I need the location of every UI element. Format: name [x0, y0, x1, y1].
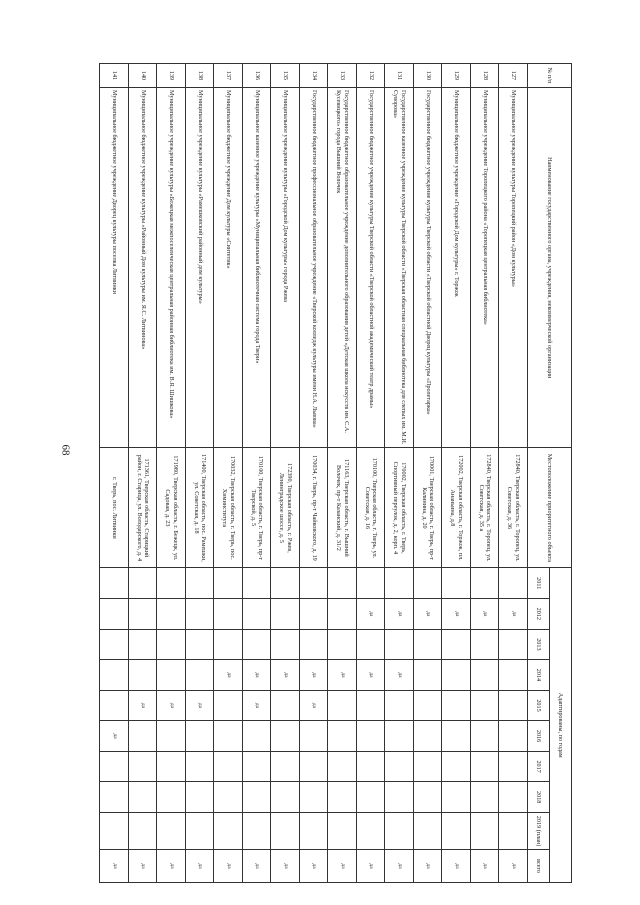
row-year-mark: да [357, 660, 386, 691]
row-num: 129 [442, 64, 471, 88]
row-year-mark [328, 721, 357, 752]
header-org: Наименование государственного органа, учреждения, некоммерческой организации [528, 88, 572, 448]
row-year-mark [300, 751, 329, 782]
row-year-mark [471, 812, 500, 849]
row-year-mark [499, 660, 528, 691]
row-total: да [328, 850, 357, 883]
row-year-mark [357, 751, 386, 782]
row-year-mark [385, 812, 414, 849]
row-year-mark [471, 629, 500, 660]
row-location: 170001, Тверская область, г. Тверь, пр-т Калинина, д. 20 [414, 448, 443, 568]
row-year-mark [328, 599, 357, 630]
row-year-mark [157, 629, 186, 660]
header-year: 2014 [528, 660, 550, 691]
row-year-mark [442, 721, 471, 752]
row-year-mark [243, 568, 272, 599]
row-year-mark [357, 629, 386, 660]
row-year-mark [471, 782, 500, 813]
row-year-mark [328, 782, 357, 813]
row-location: 172390, Тверская область, г. Ржев, Ленинградское шоссе, д. 5 [271, 448, 300, 568]
row-location: 170034, г. Тверь, пр-т Чайковского, д. 19 [300, 448, 329, 568]
row-year-mark [414, 629, 443, 660]
row-location: 172840, Тверская область, г. Торопец, ул. Советская, д. 35 а [471, 448, 500, 568]
row-year-mark [186, 568, 215, 599]
row-year-mark: да [499, 599, 528, 630]
row-year-mark [157, 660, 186, 691]
row-num: 131 [385, 64, 414, 88]
row-num: 132 [357, 64, 386, 88]
row-num: 137 [214, 64, 243, 88]
row-location: 171400, Тверская область, пос. Рамешки, ул. Советская, д. 18 [186, 448, 215, 568]
row-year-mark: да [186, 690, 215, 721]
table-row [157, 64, 186, 883]
row-year-mark: да [385, 599, 414, 630]
row-year-mark: да [214, 660, 243, 691]
row-year-mark [129, 782, 158, 813]
table-row [471, 64, 500, 883]
row-year-mark [129, 629, 158, 660]
row-year-mark [471, 660, 500, 691]
row-org-name: Муниципальное учреждение культуры «Бежецкая межпоселенческая центральная районная библиотека им. В.Я. Шишкова» [157, 88, 186, 448]
row-num: 130 [414, 64, 443, 88]
row-year-mark [385, 751, 414, 782]
row-total: да [100, 850, 129, 883]
row-location: 172840, Тверская область, г. Торопец, ул. Советская, д. 36 [499, 448, 528, 568]
header-year: 2013 [528, 629, 550, 660]
header-year: 2012 [528, 599, 550, 630]
row-year-mark [328, 812, 357, 849]
row-year-mark: да [414, 599, 443, 630]
row-total: да [271, 850, 300, 883]
row-year-mark [271, 568, 300, 599]
row-year-mark [442, 568, 471, 599]
row-year-mark [100, 599, 129, 630]
row-org-name: Муниципальное учреждение культуры «Городской Дом культуры» города Ржева [271, 88, 300, 448]
row-year-mark [129, 568, 158, 599]
row-year-mark [243, 721, 272, 752]
row-year-mark [442, 629, 471, 660]
row-year-mark [271, 782, 300, 813]
row-year-mark: да [271, 660, 300, 691]
row-year-mark [300, 782, 329, 813]
row-year-mark [385, 629, 414, 660]
row-location: 171980, Тверская область, г. Бежецк, ул. Садовая, д. 23 [157, 448, 186, 568]
table-row [414, 64, 443, 883]
table-body [100, 64, 528, 883]
row-year-mark [300, 812, 329, 849]
row-year-mark [328, 629, 357, 660]
row-year-mark [499, 690, 528, 721]
row-year-mark [214, 812, 243, 849]
row-location: г. Тверь, пос. Литвинки [100, 448, 129, 568]
row-year-mark [357, 690, 386, 721]
row-org-name: Муниципальное учреждение культуры «Рамешковский районный дом культуры» [186, 88, 215, 448]
row-year-mark [243, 782, 272, 813]
row-total: да [186, 850, 215, 883]
table-row [300, 64, 329, 883]
table-row [129, 64, 158, 883]
row-year-mark [499, 629, 528, 660]
table-row [442, 64, 471, 883]
row-num: 141 [100, 64, 129, 88]
header-year: 2015 [528, 690, 550, 721]
row-year-mark [499, 751, 528, 782]
row-year-mark [385, 690, 414, 721]
row-year-mark [186, 812, 215, 849]
table-row [328, 64, 357, 883]
row-year-mark [271, 751, 300, 782]
row-year-mark [328, 690, 357, 721]
row-num: 140 [129, 64, 158, 88]
row-year-mark [271, 629, 300, 660]
row-year-mark [442, 782, 471, 813]
row-year-mark [157, 782, 186, 813]
row-year-mark [157, 812, 186, 849]
row-year-mark [214, 782, 243, 813]
row-year-mark [100, 660, 129, 691]
row-year-mark: да [471, 599, 500, 630]
row-year-mark [442, 660, 471, 691]
row-year-mark [499, 721, 528, 752]
row-year-mark [414, 782, 443, 813]
row-year-mark [357, 812, 386, 849]
header-year: 2016 [528, 721, 550, 752]
row-total: да [414, 850, 443, 883]
row-year-mark [442, 812, 471, 849]
table-row [214, 64, 243, 883]
row-year-mark: да [328, 660, 357, 691]
row-location: 170032, Тверская область, г. Тверь, пос. Химинститута [214, 448, 243, 568]
row-year-mark [442, 690, 471, 721]
row-org-name: Муниципальное бюджетное учреждение Дом культуры «Синтетик» [214, 88, 243, 448]
row-year-mark [186, 660, 215, 691]
row-year-mark [100, 751, 129, 782]
row-total: да [442, 850, 471, 883]
row-year-mark [214, 690, 243, 721]
page-number: 68 [59, 444, 72, 456]
row-year-mark: да [243, 690, 272, 721]
row-year-mark [129, 660, 158, 691]
row-year-mark [357, 568, 386, 599]
row-year-mark [214, 568, 243, 599]
row-year-mark [129, 812, 158, 849]
row-year-mark [414, 751, 443, 782]
row-year-mark [214, 629, 243, 660]
row-location: 170100, Тверская область, г. Тверь, ул. Советская, д. 16 [357, 448, 386, 568]
row-year-mark: да [300, 690, 329, 721]
row-year-mark [100, 812, 129, 849]
row-num: 138 [186, 64, 215, 88]
row-total: да [157, 850, 186, 883]
row-org-name: Государственное бюджетное образовательное учреждение дополнительного образования детей «Детская школа искусств им. С.А. Кусевицкого» города Вышний Волочек [328, 88, 357, 448]
row-year-mark: да [100, 721, 129, 752]
row-org-name: Государственное бюджетное учреждение культуры Тверской области «Тверской областной академический театр драмы» [357, 88, 386, 448]
row-year-mark: да [157, 690, 186, 721]
header-year: 2019 (план) [528, 812, 550, 849]
row-total: да [385, 850, 414, 883]
row-year-mark [385, 721, 414, 752]
row-total: да [499, 850, 528, 883]
row-year-mark [442, 751, 471, 782]
row-year-mark [243, 629, 272, 660]
row-year-mark: да [385, 660, 414, 691]
row-year-mark [499, 568, 528, 599]
row-year-mark [499, 782, 528, 813]
row-year-mark [471, 690, 500, 721]
row-year-mark [271, 690, 300, 721]
row-org-name: Муниципальное учреждение Торопецкого района «Торопецкая центральная библиотека» [471, 88, 500, 448]
row-year-mark [100, 782, 129, 813]
table-row [385, 64, 414, 883]
row-year-mark [157, 568, 186, 599]
row-year-mark: да [129, 690, 158, 721]
row-year-mark [357, 782, 386, 813]
row-location: 170002, Тверская область, г. Тверь, Спортивный переулок, д. 2, корп. 4 [385, 448, 414, 568]
row-year-mark [328, 751, 357, 782]
row-year-mark [243, 751, 272, 782]
header-year: всего [528, 850, 550, 883]
row-year-mark [129, 599, 158, 630]
row-year-mark [186, 599, 215, 630]
row-year-mark [214, 751, 243, 782]
row-year-mark [300, 629, 329, 660]
row-year-mark [157, 751, 186, 782]
row-year-mark [157, 599, 186, 630]
row-year-mark [186, 721, 215, 752]
table-row [357, 64, 386, 883]
rotated-table-area [112, 63, 572, 883]
row-year-mark: да [442, 599, 471, 630]
header-year: 2011 [528, 568, 550, 599]
header-year: 2018 [528, 782, 550, 813]
table-row [271, 64, 300, 883]
row-year-mark [414, 721, 443, 752]
header-num: № п/п [528, 64, 572, 88]
row-total: да [471, 850, 500, 883]
row-org-name: Государственное казенное учреждение культуры Тверской области «Тверская областная специальная библиотека для слепых им. М.И. Суворова» [385, 88, 414, 448]
row-year-mark [300, 599, 329, 630]
row-location: 171361, Тверская область, Старицкий район, г. Старица, ул. Володарского, д. 4 [129, 448, 158, 568]
row-year-mark [471, 568, 500, 599]
row-year-mark [243, 599, 272, 630]
row-org-name: Государственное бюджетное учреждение культуры Тверской области «Тверской областной Дворец культуры «Пролетарка» [414, 88, 443, 448]
header-year: 2017 [528, 751, 550, 782]
row-org-name: Муниципальное учреждение культуры Торопецкий район «Дом культуры» [499, 88, 528, 448]
row-year-mark: да [243, 660, 272, 691]
row-year-mark [328, 568, 357, 599]
row-year-mark [129, 751, 158, 782]
row-year-mark [157, 721, 186, 752]
table-row [499, 64, 528, 883]
row-org-name: Муниципальное бюджетное учреждение культуры «Районный Дом культуры им. Я.С. Литвинова» [129, 88, 158, 448]
row-year-mark [271, 721, 300, 752]
row-total: да [214, 850, 243, 883]
table-row [186, 64, 215, 883]
row-total: да [129, 850, 158, 883]
priority-objects-table [100, 63, 573, 883]
row-year-mark [186, 629, 215, 660]
row-year-mark [471, 751, 500, 782]
table-row [243, 64, 272, 883]
row-year-mark [414, 812, 443, 849]
row-year-mark [300, 721, 329, 752]
row-year-mark [271, 599, 300, 630]
row-year-mark [385, 568, 414, 599]
row-year-mark [357, 721, 386, 752]
row-year-mark [414, 690, 443, 721]
header-years-group: Адаптированы, по годам [550, 568, 572, 883]
row-location: 171163, Тверская область, г. Вышний Волочек, пр-т Казанский, д. 31/2 [328, 448, 357, 568]
row-year-mark [186, 751, 215, 782]
row-year-mark [414, 660, 443, 691]
row-total: да [300, 850, 329, 883]
row-year-mark [129, 721, 158, 752]
row-year-mark [300, 568, 329, 599]
row-year-mark: да [357, 599, 386, 630]
row-year-mark [385, 782, 414, 813]
row-num: 139 [157, 64, 186, 88]
row-location: 170100, Тверская область, г. Тверь, пр-т Тверской, д. 5 [243, 448, 272, 568]
row-year-mark [214, 721, 243, 752]
table-row [100, 64, 129, 883]
row-total: да [243, 850, 272, 883]
row-num: 134 [300, 64, 329, 88]
row-year-mark [100, 690, 129, 721]
row-year-mark [499, 812, 528, 849]
row-org-name: Муниципальное казенное учреждение культуры «Муниципальная библиотечная система города Твери» [243, 88, 272, 448]
row-year-mark [214, 599, 243, 630]
row-org-name: Государственное бюджетное профессиональное образовательное учреждение «Тверской колледж культуры имени Н.А. Львова» [300, 88, 329, 448]
row-year-mark [100, 568, 129, 599]
row-org-name: Муниципальное бюджетное учреждение Дворец культуры поселка Литвинки [100, 88, 129, 448]
row-num: 127 [499, 64, 528, 88]
header-location: Местоположение приоритетного объекта [528, 448, 572, 568]
row-year-mark [243, 812, 272, 849]
row-num: 136 [243, 64, 272, 88]
row-year-mark [271, 812, 300, 849]
row-num: 128 [471, 64, 500, 88]
row-org-name: Муниципальное бюджетное учреждение «Городской Дом культуры» г. Торжок [442, 88, 471, 448]
row-year-mark: да [300, 660, 329, 691]
row-total: да [357, 850, 386, 883]
row-location: 172002, Тверская область, г. Торжок, пл. Ананьина, д.8 [442, 448, 471, 568]
row-num: 133 [328, 64, 357, 88]
row-year-mark [414, 568, 443, 599]
row-year-mark [471, 721, 500, 752]
row-year-mark [100, 629, 129, 660]
row-year-mark [186, 782, 215, 813]
row-num: 135 [271, 64, 300, 88]
